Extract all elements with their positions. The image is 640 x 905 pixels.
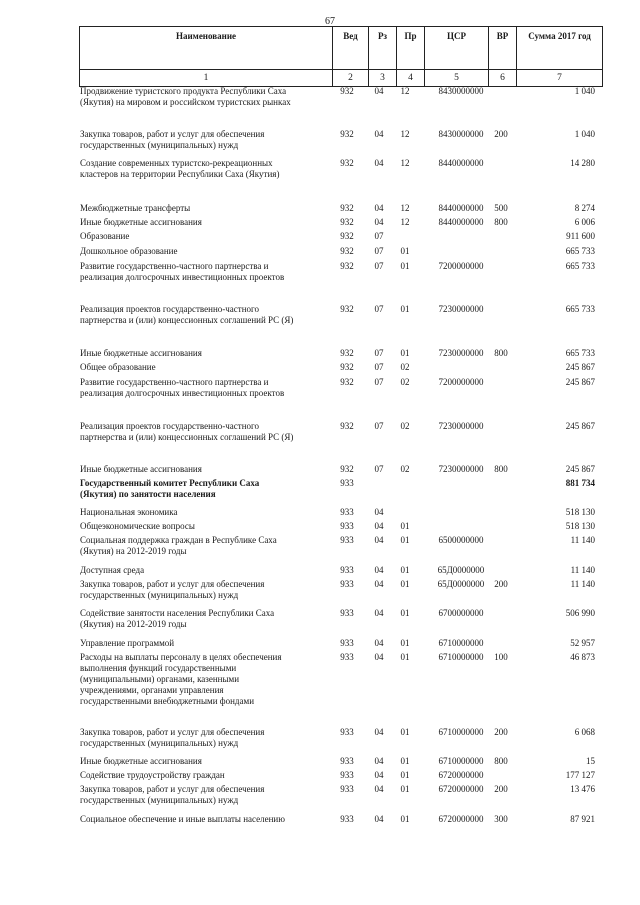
header-sum: Сумма 2017 год — [517, 27, 603, 70]
cell-name: Иные бюджетные ассигнования — [80, 348, 202, 358]
cell-name: Образование — [80, 231, 130, 241]
cell-sum: 46 873 — [570, 652, 595, 662]
cell-pr: 02 — [400, 377, 410, 387]
cell-sum: 52 957 — [570, 638, 595, 648]
cell-rz: 04 — [374, 203, 384, 213]
cell-sum: 665 733 — [565, 348, 595, 358]
cell-ved: 933 — [340, 565, 354, 575]
cell-ved: 933 — [340, 579, 354, 589]
cell-sum: 11 140 — [570, 565, 595, 575]
cell-pr: 01 — [400, 770, 410, 780]
cell-rz: 07 — [374, 261, 384, 271]
cell-sum: 911 600 — [566, 231, 595, 241]
cell-name: Закупка товаров, работ и услуг для обеспечения государственных (муниципальных) нужд — [80, 579, 265, 600]
cell-pr: 02 — [400, 464, 410, 474]
cell-pr: 01 — [400, 535, 410, 545]
page-number: 67 — [325, 16, 335, 27]
column-number: 7 — [517, 70, 603, 87]
cell-csr: 6700000000 — [438, 608, 484, 618]
cell-csr: 6710000000 — [438, 756, 484, 766]
cell-ved: 933 — [340, 638, 354, 648]
cell-rz: 04 — [374, 608, 384, 618]
cell-csr: 65Д0000000 — [437, 565, 485, 575]
cell-name: Расходы на выплаты персоналу в целях обеспечения выполнения функций государственными (муниципальными) органами, казенными учреждениями, органами управления государственными внебюджетными фондами — [80, 652, 282, 706]
cell-name: Доступная среда — [80, 565, 145, 575]
cell-pr: 01 — [400, 348, 410, 358]
cell-pr: 01 — [400, 521, 410, 531]
cell-name: Иные бюджетные ассигнования — [80, 464, 202, 474]
column-number: 1 — [80, 70, 333, 87]
cell-sum: 8 274 — [574, 203, 595, 213]
cell-sum: 506 990 — [565, 608, 595, 618]
cell-ved: 933 — [340, 652, 354, 662]
cell-rz: 04 — [374, 638, 384, 648]
cell-name: Содействие занятости населения Республики Саха (Якутия) на 2012-2019 годы — [80, 608, 275, 629]
column-number: 4 — [397, 70, 425, 87]
cell-rz: 04 — [374, 756, 384, 766]
cell-pr: 12 — [400, 217, 410, 227]
cell-ved: 932 — [340, 158, 354, 168]
cell-csr: 7230000000 — [438, 464, 484, 474]
cell-sum: 518 130 — [565, 521, 595, 531]
cell-rz: 04 — [374, 814, 384, 824]
header-rz: Рз — [369, 27, 397, 70]
cell-rz: 07 — [374, 464, 384, 474]
cell-rz: 04 — [374, 158, 384, 168]
cell-sum: 1 040 — [574, 86, 595, 96]
cell-rz: 04 — [374, 507, 384, 517]
cell-ved: 932 — [340, 246, 354, 256]
cell-sum: 665 733 — [565, 261, 595, 271]
cell-csr: 6720000000 — [438, 770, 484, 780]
cell-ved: 932 — [340, 362, 354, 372]
cell-rz: 04 — [374, 652, 384, 662]
cell-pr: 01 — [400, 608, 410, 618]
cell-rz: 04 — [374, 217, 384, 227]
table-header — [79, 26, 603, 87]
cell-sum: 518 130 — [565, 507, 595, 517]
cell-name: Иные бюджетные ассигнования — [80, 217, 202, 227]
cell-name: Национальная экономика — [80, 507, 178, 517]
cell-pr: 01 — [400, 784, 410, 794]
cell-sum: 665 733 — [565, 246, 595, 256]
cell-sum: 87 921 — [570, 814, 595, 824]
cell-csr: 8430000000 — [438, 86, 484, 96]
cell-sum: 245 867 — [565, 377, 595, 387]
cell-vr: 200 — [494, 727, 508, 737]
cell-pr: 01 — [400, 565, 410, 575]
cell-ved: 932 — [340, 261, 354, 271]
cell-pr: 12 — [400, 158, 410, 168]
cell-pr: 02 — [400, 421, 410, 431]
cell-csr: 7200000000 — [438, 377, 484, 387]
cell-rz: 04 — [374, 579, 384, 589]
cell-rz: 07 — [374, 348, 384, 358]
cell-name: Социальная поддержка граждан в Республике Саха (Якутия) на 2012-2019 годы — [80, 535, 277, 556]
header-vr: ВР — [489, 27, 517, 70]
cell-pr: 01 — [400, 579, 410, 589]
cell-vr: 800 — [494, 464, 508, 474]
cell-ved: 933 — [340, 521, 354, 531]
cell-csr: 8430000000 — [438, 129, 484, 139]
column-number: 6 — [489, 70, 517, 87]
cell-pr: 12 — [400, 203, 410, 213]
cell-vr: 200 — [494, 784, 508, 794]
cell-vr: 300 — [494, 814, 508, 824]
cell-rz: 04 — [374, 565, 384, 575]
cell-pr: 01 — [400, 246, 410, 256]
cell-vr: 800 — [494, 348, 508, 358]
cell-csr: 6710000000 — [438, 638, 484, 648]
cell-name: Создание современных туристско-рекреационных кластеров на территории Республики Саха (Якутия) — [80, 158, 280, 179]
cell-csr: 7230000000 — [438, 348, 484, 358]
column-number: 3 — [369, 70, 397, 87]
cell-ved: 932 — [340, 348, 354, 358]
cell-ved: 933 — [340, 784, 354, 794]
cell-csr: 8440000000 — [438, 203, 484, 213]
cell-vr: 500 — [494, 203, 508, 213]
cell-pr: 01 — [400, 261, 410, 271]
cell-pr: 02 — [400, 362, 410, 372]
cell-name: Межбюджетные трансферты — [80, 203, 191, 213]
cell-rz: 07 — [374, 377, 384, 387]
header-pr: Пр — [397, 27, 425, 70]
cell-sum: 665 733 — [565, 304, 595, 314]
cell-pr: 01 — [400, 814, 410, 824]
cell-sum: 881 734 — [565, 478, 595, 488]
cell-ved: 932 — [340, 217, 354, 227]
cell-sum: 1 040 — [574, 129, 595, 139]
cell-sum: 245 867 — [565, 464, 595, 474]
cell-ved: 933 — [340, 770, 354, 780]
cell-csr: 6710000000 — [438, 652, 484, 662]
cell-rz: 07 — [374, 246, 384, 256]
cell-rz: 07 — [374, 231, 384, 241]
cell-rz: 07 — [374, 304, 384, 314]
cell-rz: 04 — [374, 521, 384, 531]
cell-ved: 933 — [340, 814, 354, 824]
cell-rz: 04 — [374, 535, 384, 545]
cell-name: Иные бюджетные ассигнования — [80, 756, 202, 766]
cell-name: Закупка товаров, работ и услуг для обеспечения государственных (муниципальных) нужд — [80, 129, 265, 150]
cell-ved: 932 — [340, 377, 354, 387]
cell-sum: 177 127 — [565, 770, 595, 780]
cell-vr: 800 — [494, 756, 508, 766]
cell-name: Управление программой — [80, 638, 175, 648]
cell-csr: 6500000000 — [438, 535, 484, 545]
cell-name: Социальное обеспечение и иные выплаты населению — [80, 814, 285, 824]
cell-sum: 11 140 — [570, 535, 595, 545]
cell-name: Продвижение туристского продукта Республики Саха (Якутия) на мировом и российском туристских рынках — [80, 86, 291, 107]
cell-name: Дошкольное образование — [80, 246, 178, 256]
cell-name: Реализация проектов государственно-частного партнерства и (или) концессионных соглашений РС (Я) — [80, 421, 294, 442]
cell-name: Развитие государственно-частного партнерства и реализация долгосрочных инвестиционных проектов — [80, 377, 285, 398]
cell-csr: 65Д0000000 — [437, 579, 485, 589]
cell-vr: 200 — [494, 129, 508, 139]
cell-name: Государственный комитет Республики Саха (Якутия) по занятости населения — [80, 478, 260, 499]
cell-pr: 01 — [400, 756, 410, 766]
cell-sum: 14 280 — [570, 158, 595, 168]
cell-name: Общеэкономические вопросы — [80, 521, 195, 531]
cell-ved: 933 — [340, 756, 354, 766]
cell-rz: 04 — [374, 784, 384, 794]
cell-sum: 11 140 — [570, 579, 595, 589]
cell-csr: 7230000000 — [438, 421, 484, 431]
cell-name: Содействие трудоустройству граждан — [80, 770, 225, 780]
cell-rz: 04 — [374, 86, 384, 96]
cell-name: Общее образование — [80, 362, 156, 372]
cell-ved: 933 — [340, 478, 354, 488]
column-number: 5 — [425, 70, 489, 87]
cell-pr: 01 — [400, 652, 410, 662]
cell-ved: 933 — [340, 507, 354, 517]
cell-csr: 6720000000 — [438, 784, 484, 794]
column-number: 2 — [333, 70, 369, 87]
cell-ved: 933 — [340, 535, 354, 545]
cell-name: Реализация проектов государственно-частного партнерства и (или) концессионных соглашений РС (Я) — [80, 304, 294, 325]
header-name: Наименование — [80, 27, 333, 70]
cell-pr: 01 — [400, 638, 410, 648]
cell-ved: 933 — [340, 608, 354, 618]
cell-ved: 932 — [340, 86, 354, 96]
cell-ved: 933 — [340, 727, 354, 737]
header-ved: Вед — [333, 27, 369, 70]
cell-ved: 932 — [340, 464, 354, 474]
cell-sum: 15 — [586, 756, 595, 766]
cell-csr: 8440000000 — [438, 158, 484, 168]
cell-rz: 07 — [374, 421, 384, 431]
cell-csr: 6720000000 — [438, 814, 484, 824]
cell-sum: 13 476 — [570, 784, 595, 794]
cell-csr: 7200000000 — [438, 261, 484, 271]
cell-pr: 12 — [400, 129, 410, 139]
cell-sum: 6 006 — [574, 217, 595, 227]
header-csr: ЦСР — [425, 27, 489, 70]
cell-name: Закупка товаров, работ и услуг для обеспечения государственных (муниципальных) нужд — [80, 727, 265, 748]
cell-pr: 01 — [400, 727, 410, 737]
cell-vr: 800 — [494, 217, 508, 227]
cell-ved: 932 — [340, 231, 354, 241]
cell-csr: 7230000000 — [438, 304, 484, 314]
cell-rz: 07 — [374, 362, 384, 372]
cell-sum: 245 867 — [565, 421, 595, 431]
cell-csr: 8440000000 — [438, 217, 484, 227]
cell-vr: 100 — [494, 652, 508, 662]
cell-sum: 6 068 — [574, 727, 595, 737]
cell-rz: 04 — [374, 770, 384, 780]
cell-vr: 200 — [494, 579, 508, 589]
cell-rz: 04 — [374, 129, 384, 139]
cell-ved: 932 — [340, 421, 354, 431]
cell-pr: 01 — [400, 304, 410, 314]
cell-ved: 932 — [340, 304, 354, 314]
cell-csr: 6710000000 — [438, 727, 484, 737]
cell-rz: 04 — [374, 727, 384, 737]
cell-ved: 932 — [340, 129, 354, 139]
cell-ved: 932 — [340, 203, 354, 213]
cell-name: Развитие государственно-частного партнерства и реализация долгосрочных инвестиционных проектов — [80, 261, 285, 282]
cell-sum: 245 867 — [565, 362, 595, 372]
cell-pr: 12 — [400, 86, 410, 96]
cell-name: Закупка товаров, работ и услуг для обеспечения государственных (муниципальных) нужд — [80, 784, 265, 805]
